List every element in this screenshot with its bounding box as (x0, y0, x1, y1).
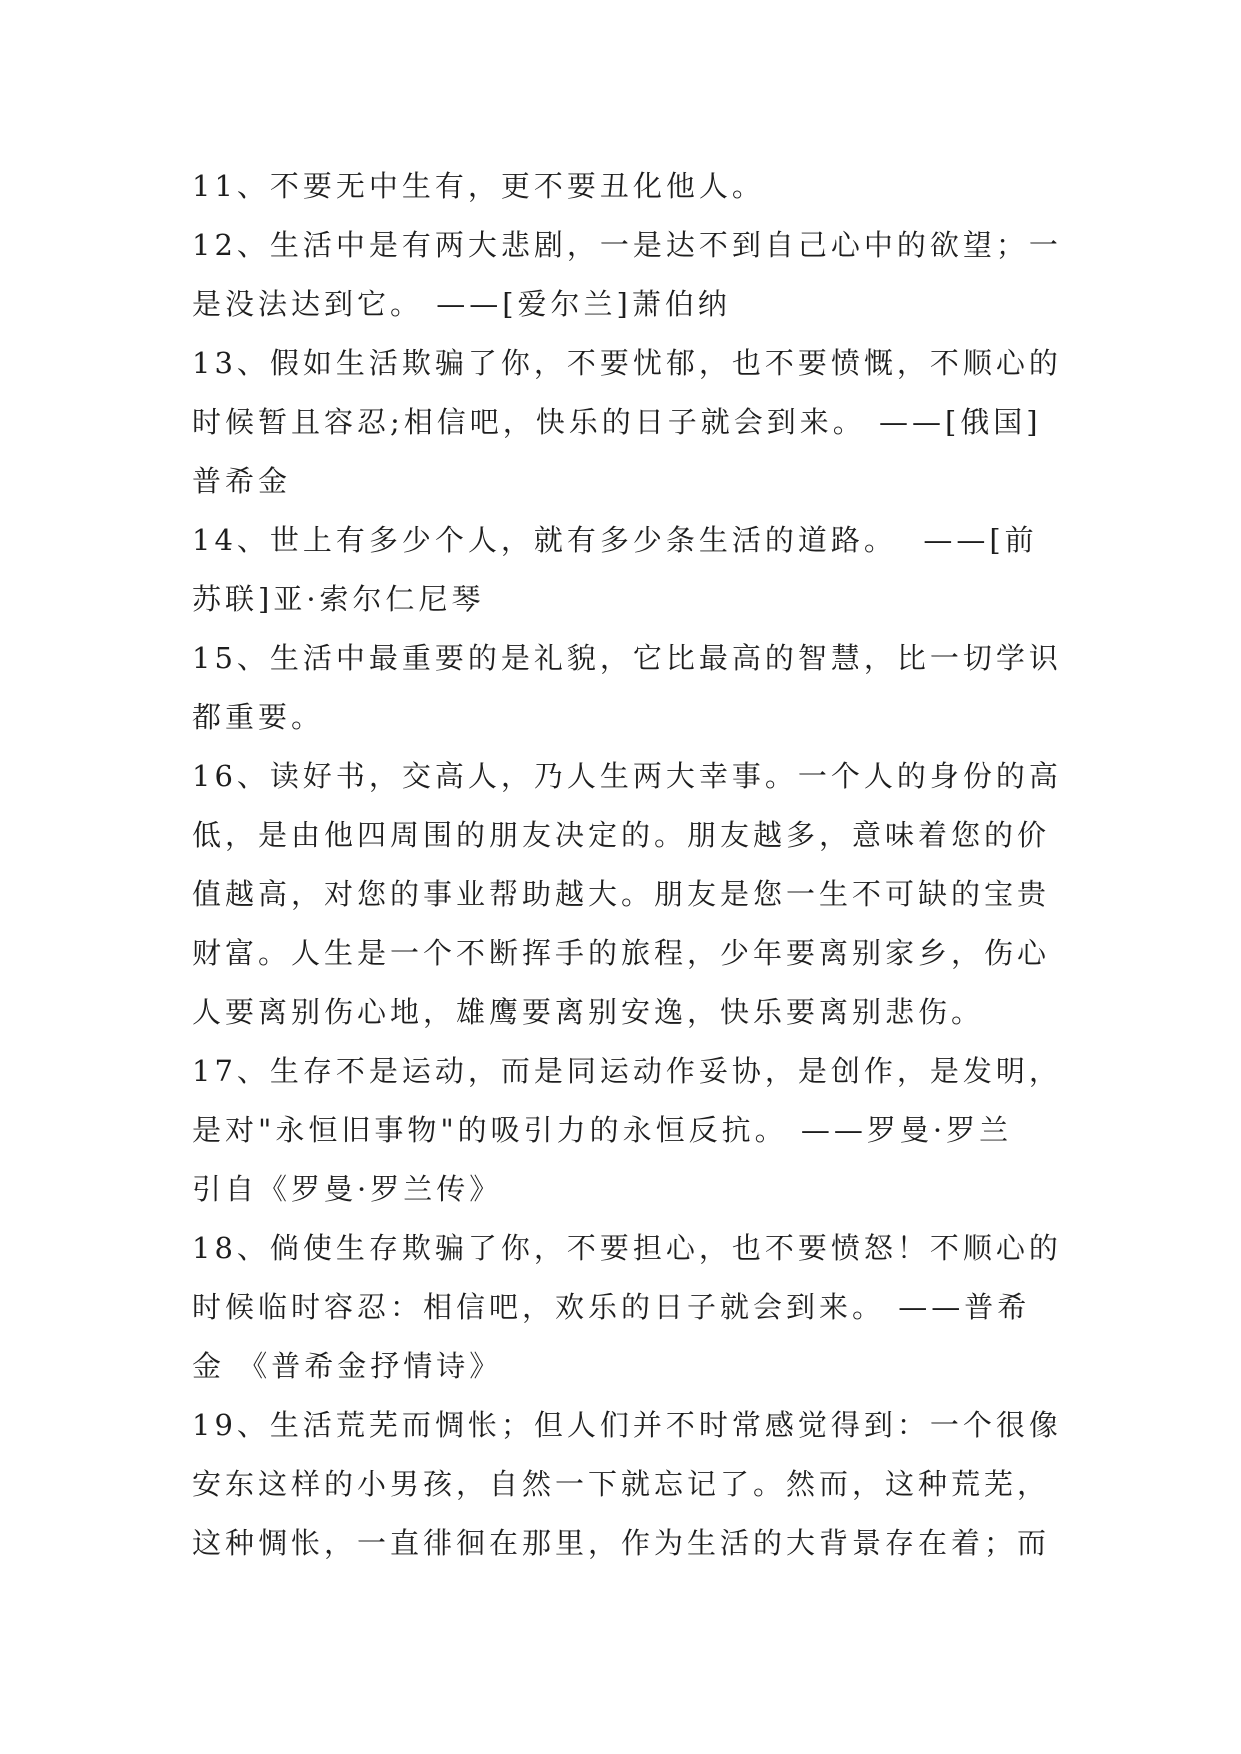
text-line: 都重要。 (192, 700, 325, 734)
text-line: 14、世上有多少个人，就有多少条生活的道路。 ——[前 (192, 523, 1038, 557)
quote-entry-16 (192, 747, 1072, 1042)
text-line: 19、生活荒芜而惆怅；但人们并不时常感觉得到：一个很像 (192, 1408, 1062, 1442)
quote-entry-15 (192, 629, 1072, 747)
text-line: 是没法达到它。 ——[爱尔兰]萧伯纳 (192, 287, 731, 321)
quote-entry-12 (192, 216, 1072, 334)
text-line: 时候临时容忍：相信吧，欢乐的日子就会到来。 ——普希 (192, 1290, 1031, 1324)
text-line: 15、生活中最重要的是礼貌，它比最高的智慧，比一切学识 (192, 641, 1062, 675)
quote-entry-11 (192, 157, 1072, 216)
text-line: 引自《罗曼·罗兰传》 (192, 1172, 503, 1206)
text-line: 安东这样的小男孩，自然一下就忘记了。然而，这种荒芜， (192, 1467, 1051, 1501)
text-line: 是对"永恒旧事物"的吸引力的永恒反抗。 ——罗曼·罗兰 (192, 1113, 1013, 1147)
quote-entry-14 (192, 511, 1072, 629)
text-line: 12、生活中是有两大悲剧，一是达不到自己心中的欲望；一 (192, 228, 1062, 262)
text-line: 苏联]亚·索尔仁尼琴 (192, 582, 485, 616)
quote-entry-17 (192, 1042, 1072, 1219)
text-line: 17、生存不是运动，而是同运动作妥协，是创作，是发明， (192, 1054, 1062, 1088)
text-line: 普希金 (192, 464, 292, 498)
text-line: 值越高，对您的事业帮助越大。朋友是您一生不可缺的宝贵 (192, 877, 1051, 911)
text-line: 金 《普希金抒情诗》 (192, 1349, 503, 1383)
text-line: 人要离别伤心地，雄鹰要离别安逸，快乐要离别悲伤。 (192, 995, 985, 1029)
text-line: 低，是由他四周围的朋友决定的。朋友越多，意味着您的价 (192, 818, 1051, 852)
quote-entry-13 (192, 334, 1072, 511)
text-line: 这种惆怅，一直徘徊在那里，作为生活的大背景存在着；而 (192, 1526, 1051, 1560)
text-line: 时候暂且容忍;相信吧，快乐的日子就会到来。 ——[俄国] (192, 405, 1042, 439)
text-line: 18、倘使生存欺骗了你，不要担心，也不要愤怒！不顺心的 (192, 1231, 1062, 1265)
quote-entry-19 (192, 1396, 1072, 1573)
text-line: 11、不要无中生有，更不要丑化他人。 (192, 169, 765, 203)
text-line: 13、假如生活欺骗了你，不要忧郁，也不要愤慨，不顺心的 (192, 346, 1062, 380)
text-line: 16、读好书，交高人，乃人生两大幸事。一个人的身份的高 (192, 759, 1062, 793)
quote-entry-18 (192, 1219, 1072, 1396)
document-body (192, 157, 1072, 1573)
text-line: 财富。人生是一个不断挥手的旅程，少年要离别家乡，伤心 (192, 936, 1051, 970)
